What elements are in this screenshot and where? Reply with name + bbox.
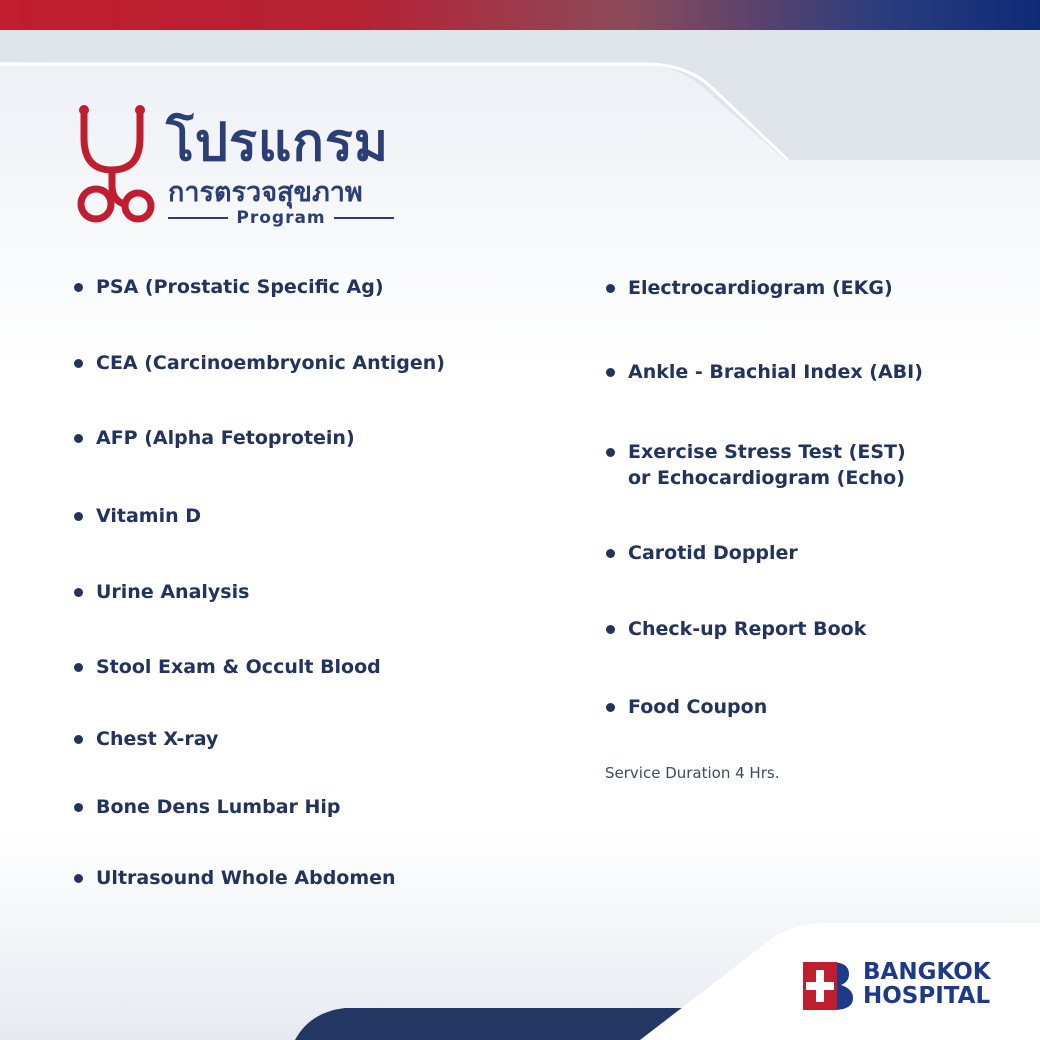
bullet-icon bbox=[74, 803, 83, 812]
bullet-icon bbox=[74, 663, 83, 672]
list-item-label: Vitamin D bbox=[96, 505, 202, 527]
program-logo bbox=[74, 100, 404, 235]
program-label: Program bbox=[236, 208, 326, 228]
list-item bbox=[74, 726, 218, 752]
bullet-icon bbox=[606, 703, 615, 712]
brand-name-line2: HOSPITAL bbox=[863, 983, 991, 1009]
bangkok-hospital-logo-icon bbox=[803, 962, 853, 1010]
list-item-label: Bone Dens Lumbar Hip bbox=[96, 796, 341, 818]
brand-name bbox=[863, 960, 991, 1008]
list-item-label: Carotid Doppler bbox=[628, 542, 798, 564]
list-item-label: PSA (Prostatic Specific Ag) bbox=[96, 276, 384, 298]
list-item-label: Check-up Report Book bbox=[628, 618, 867, 640]
list-item bbox=[606, 616, 866, 642]
page-title: โปรแกรม bbox=[166, 113, 390, 173]
list-item-label: CEA (Carcinoembryonic Antigen) bbox=[96, 352, 445, 374]
bullet-icon bbox=[74, 359, 83, 368]
bullet-icon bbox=[606, 549, 615, 558]
brand-name-line1: BANGKOK bbox=[863, 959, 991, 985]
list-item-label: Electrocardiogram (EKG) bbox=[628, 277, 893, 299]
bullet-icon bbox=[606, 448, 615, 457]
bullet-icon bbox=[606, 368, 615, 377]
list-item bbox=[606, 694, 767, 720]
list-item bbox=[606, 275, 893, 301]
list-item-label: Chest X-ray bbox=[96, 728, 219, 750]
service-duration: Service Duration 4 Hrs. bbox=[605, 764, 780, 782]
divider-left bbox=[168, 217, 228, 219]
bullet-icon bbox=[74, 434, 83, 443]
list-item-label: Ankle - Brachial Index (ABI) bbox=[628, 361, 923, 383]
brand-logo bbox=[803, 960, 1013, 1012]
list-item bbox=[74, 274, 384, 300]
divider-right bbox=[334, 217, 394, 219]
list-item-label bbox=[628, 439, 906, 491]
list-item bbox=[74, 579, 249, 605]
list-item-label: AFP (Alpha Fetoprotein) bbox=[96, 427, 355, 449]
list-item bbox=[74, 654, 381, 680]
list-item bbox=[74, 350, 445, 376]
list-item-label: Ultrasound Whole Abdomen bbox=[96, 867, 396, 889]
list-item bbox=[74, 503, 201, 529]
bullet-icon bbox=[74, 588, 83, 597]
stethoscope-icon bbox=[74, 100, 160, 228]
list-item-line: or Echocardiogram (Echo) bbox=[628, 467, 905, 489]
bullet-icon bbox=[74, 874, 83, 883]
bullet-icon bbox=[74, 735, 83, 744]
list-item bbox=[74, 865, 396, 891]
list-item-label: Stool Exam & Occult Blood bbox=[96, 656, 381, 678]
list-item-label: Urine Analysis bbox=[96, 581, 250, 603]
bullet-icon bbox=[606, 284, 615, 293]
bullet-icon bbox=[74, 283, 83, 292]
page-subtitle: การตรวจสุขภาพ bbox=[168, 177, 363, 208]
list-item bbox=[606, 439, 906, 491]
list-item bbox=[74, 794, 341, 820]
bullet-icon bbox=[606, 625, 615, 634]
bullet-icon bbox=[74, 512, 83, 521]
program-label-row bbox=[168, 206, 394, 230]
list-item bbox=[74, 425, 355, 451]
list-item-line: Exercise Stress Test (EST) bbox=[628, 441, 906, 463]
list-item bbox=[606, 359, 923, 385]
list-item bbox=[606, 540, 798, 566]
list-item-label: Food Coupon bbox=[628, 696, 768, 718]
